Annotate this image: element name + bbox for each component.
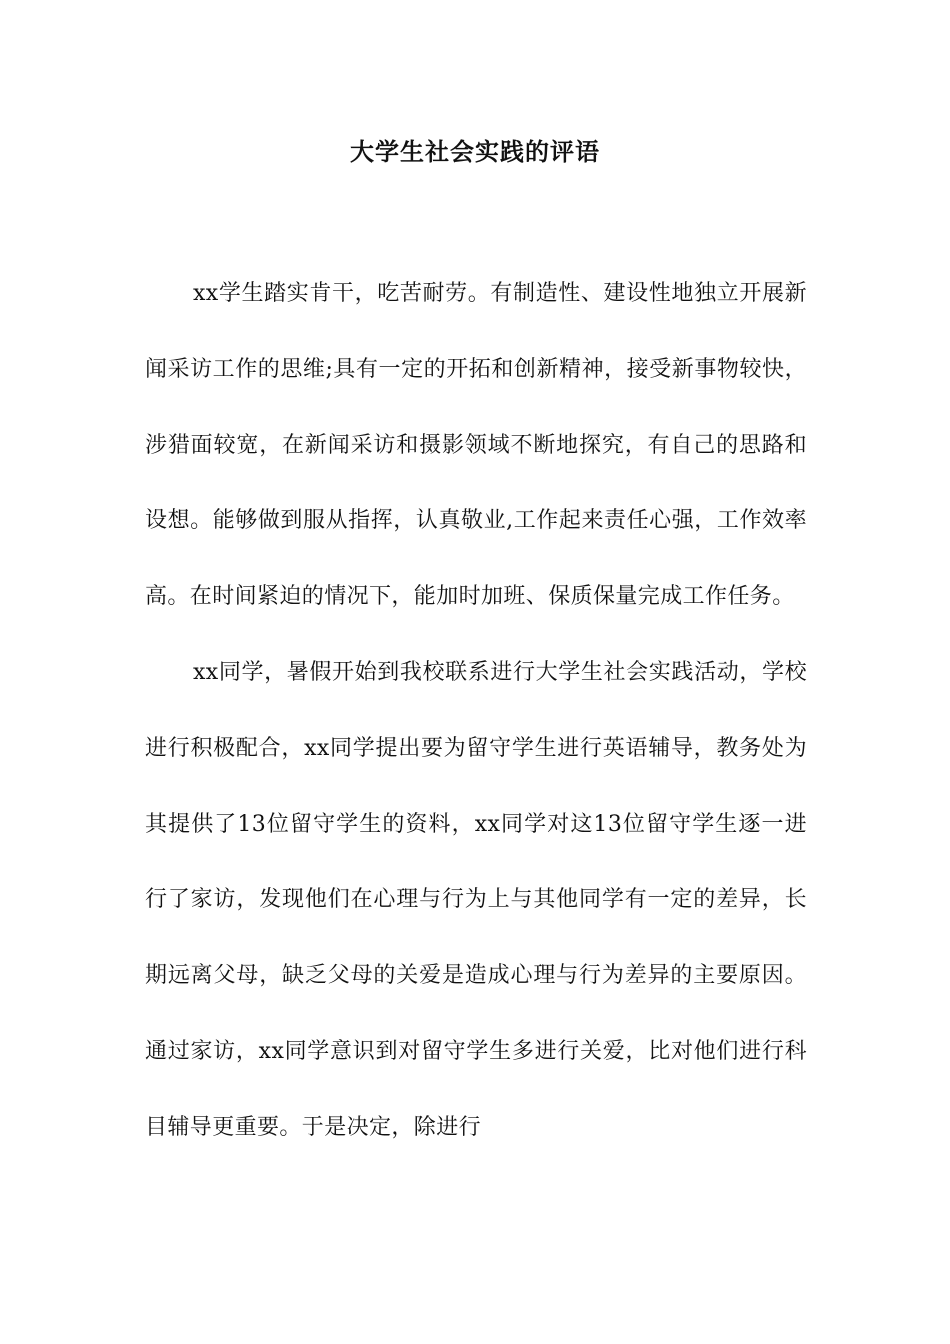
paragraph-1: xx学生踏实肯干，吃苦耐劳。有制造性、建设性地独立开展新闻采访工作的思维;具有一定的开拓和创新精神，接受新事物较快，涉猎面较宽，在新闻采访和摄影领域不断地探究，有自己的思路和设想。能够做到服从指挥，认真敬业,工作起来责任心强，工作效率高。在时间紧迫的情况下，能加时加班、保质保量完成工作任务。	[145, 281, 807, 610]
paragraph-2: xx同学，暑假开始到我校联系进行大学生社会实践活动，学校进行积极配合，xx同学提出要为留守学生进行英语辅导，教务处为其提供了13位留守学生的资料，xx同学对这13位留守学生逐一进行了家访，发现他们在心理与行为上与其他同学有一定的差异，长期远离父母，缺乏父母的关爱是造成心理与行为差异的主要原因。通过家访，xx同学意识到对留守学生多进行关爱，比对他们进行科目辅导更重要。于是决定，除进行	[145, 659, 807, 1140]
document-title: 大学生社会实践的评语	[350, 137, 600, 166]
document-body	[145, 256, 807, 1166]
